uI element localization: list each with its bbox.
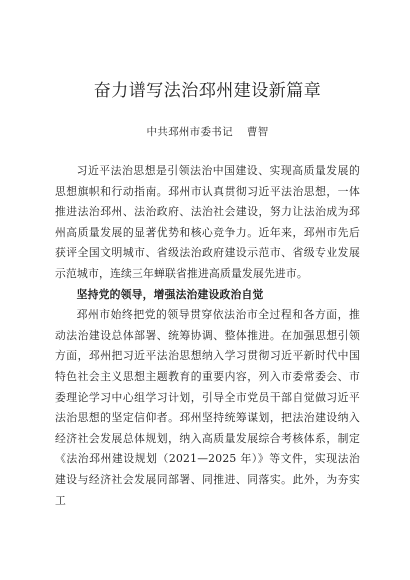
paragraph: 邳州市始终把党的领导贯穿依法治市全过程和各方面，推动法治建设总体部署、统筹协调、整体推进。在加强思想引领方面，邳州把习近平法治思想纳入学习贯彻习近平新时代中国特色社会主义思想主题教育的重要内容，列入市委常委会、市委理论学习中心组学习计划，引导全市党员干部自觉做习近平法治思想的坚定信仰者。邳州坚持统筹谋划，把法治建设纳入经济社会发展总体规划，纳入高质量发展综合考核体系，制定《法治邳州建设规划（2021—2025 年）》等文件，实现法治建设与经济社会发展同部署、同推进、同落实。此外，为夯实工 (55, 308, 360, 507)
paragraph: 习近平法治思想是引领法治中国建设、实现高质量发展的思想旗帜和行动指南。邳州市认真贯彻习近平法治思想，一体推进法治邳州、法治政府、法治社会建设，努力让法治成为邳州高质量发展的显著优势和核心竞争力。近年来，邳州市先后获评全国文明城市、省级法治政府建设示范市、省级专业发展示范城市，连续三年蝉联省推进高质量发展先进市。 (55, 164, 360, 280)
author-name: 曹智 (246, 126, 269, 138)
section-heading: 坚持党的领导，增强法治建设政治自觉 (76, 287, 264, 301)
author-byline (55, 125, 360, 139)
article-title: 奋力谱写法治邳州建设新篇章 (93, 81, 322, 101)
article-body (55, 161, 360, 511)
author-position: 中共邳州市委书记 (146, 126, 233, 138)
